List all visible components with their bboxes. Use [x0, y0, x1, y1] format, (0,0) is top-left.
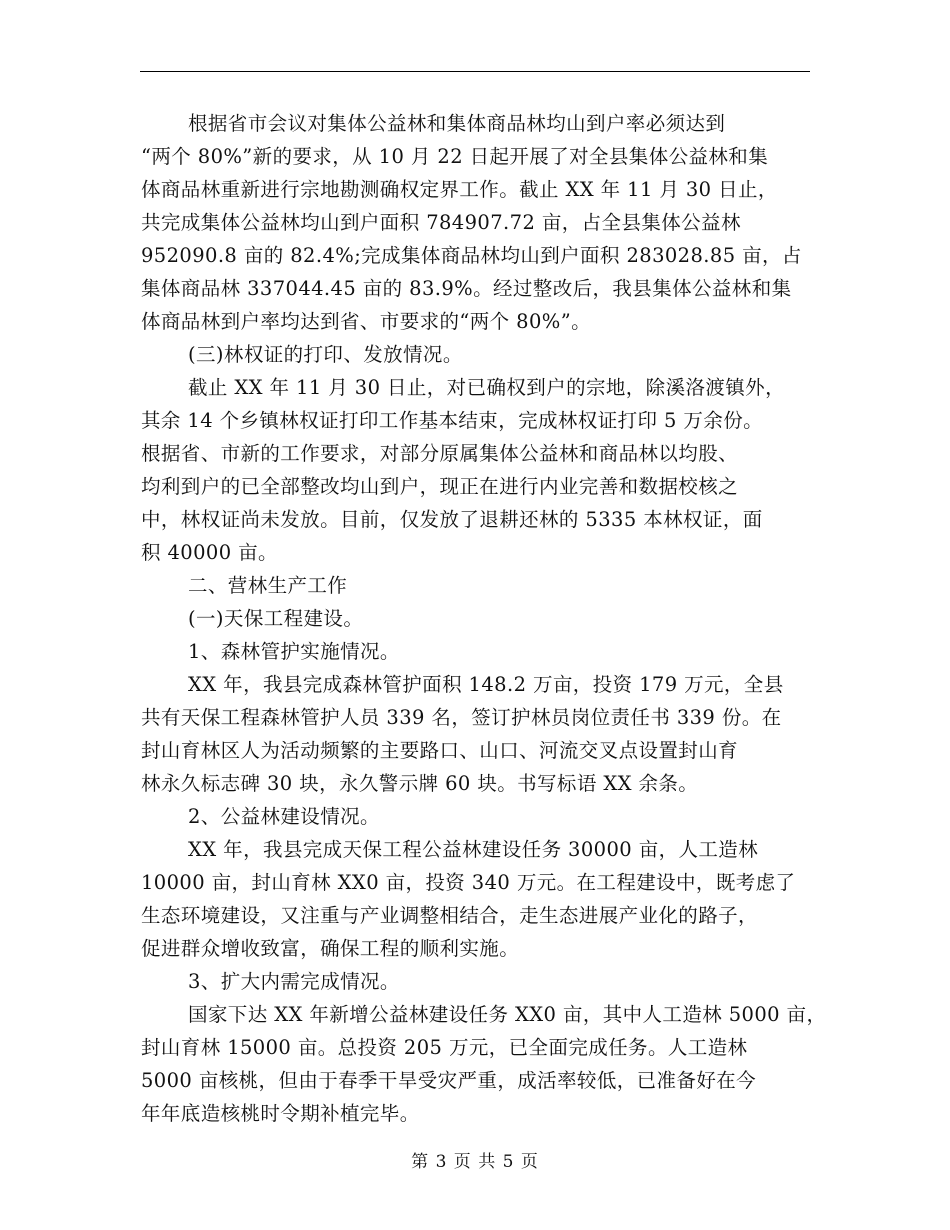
text-line: 年年底造核桃时令期补植完毕。	[141, 1102, 420, 1125]
section-heading: (一)天保工程建设。	[188, 607, 364, 630]
section-heading: 二、营林生产工作	[188, 574, 348, 597]
text-line: 封山育林 15000 亩。总投资 205 万元，已全面完成任务。人工造林	[141, 1036, 748, 1059]
text-line: 生态环境建设，又注重与产业调整相结合，走生态进展产业化的路子，	[141, 904, 758, 927]
text-line: 国家下达 XX 年新增公益林建设任务 XX0 亩，其中人工造林 5000 亩，	[188, 1003, 827, 1026]
section-heading: (三)林权证的打印、发放情况。	[188, 343, 463, 366]
text-line: 均利到户的已全部整改均山到户，现正在进行内业完善和数据校核之	[141, 475, 739, 498]
text-line: 中，林权证尚未发放。目前，仅发放了退耕还林的 5335 本林权证，面	[141, 508, 763, 531]
section-heading: 2、公益林建设情况。	[188, 805, 380, 828]
text-line: “两个 80%”新的要求，从 10 月 22 日起开展了对全县集体公益林和集	[141, 145, 769, 168]
text-line: XX 年，我县完成天保工程公益林建设任务 30000 亩，人工造林	[188, 838, 759, 861]
text-line: 集体商品林 337044.45 亩的 83.9%。经过整改后，我县集体公益林和集	[141, 277, 792, 300]
text-line: 促进群众增收致富，确保工程的顺利实施。	[141, 937, 520, 960]
text-line: 封山育林区人为活动频繁的主要路口、山口、河流交叉点设置封山育	[141, 739, 739, 762]
text-line: 体商品林到户率均达到省、市要求的“两个 80%”。	[141, 310, 591, 333]
text-line: 体商品林重新进行宗地勘测确权定界工作。截止 XX 年 11 月 30 日止，	[141, 178, 778, 201]
text-line: 林永久标志碑 30 块，永久警示牌 60 块。书写标语 XX 余条。	[141, 772, 699, 795]
text-line: 根据省市会议对集体公益林和集体商品林均山到户率必须达到	[188, 112, 726, 135]
section-heading: 3、扩大内需完成情况。	[188, 970, 400, 993]
text-line: 5000 亩核桃，但由于春季干旱受灾严重，成活率较低，已准备好在今	[141, 1069, 757, 1092]
text-line: 10000 亩，封山育林 XX0 亩，投资 340 万元。在工程建设中，既考虑了	[141, 871, 796, 894]
text-line: 共有天保工程森林管护人员 339 名，签订护林员岗位责任书 339 份。在	[141, 706, 782, 729]
header-rule	[140, 71, 810, 72]
text-line: 根据省、市新的工作要求，对部分原属集体公益林和商品林以均股、	[141, 442, 739, 465]
text-line: 952090.8 亩的 82.4%;完成集体商品林均山到户面积 283028.85 亩，占	[141, 244, 802, 267]
text-line: 共完成集体公益林均山到户面积 784907.72 亩，占全县集体公益林	[141, 211, 741, 234]
text-line: 其余 14 个乡镇林权证打印工作基本结束，完成林权证打印 5 万余份。	[141, 409, 764, 432]
document-body	[141, 107, 831, 1130]
text-line: XX 年，我县完成森林管护面积 148.2 万亩，投资 179 万元，全县	[188, 673, 784, 696]
section-heading: 1、森林管护实施情况。	[188, 640, 400, 663]
page-footer: 第 3 页 共 5 页	[411, 1152, 539, 1172]
text-line: 截止 XX 年 11 月 30 日止，对已确权到户的宗地，除溪洛渡镇外，	[188, 376, 785, 399]
text-line: 积 40000 亩。	[141, 541, 278, 564]
